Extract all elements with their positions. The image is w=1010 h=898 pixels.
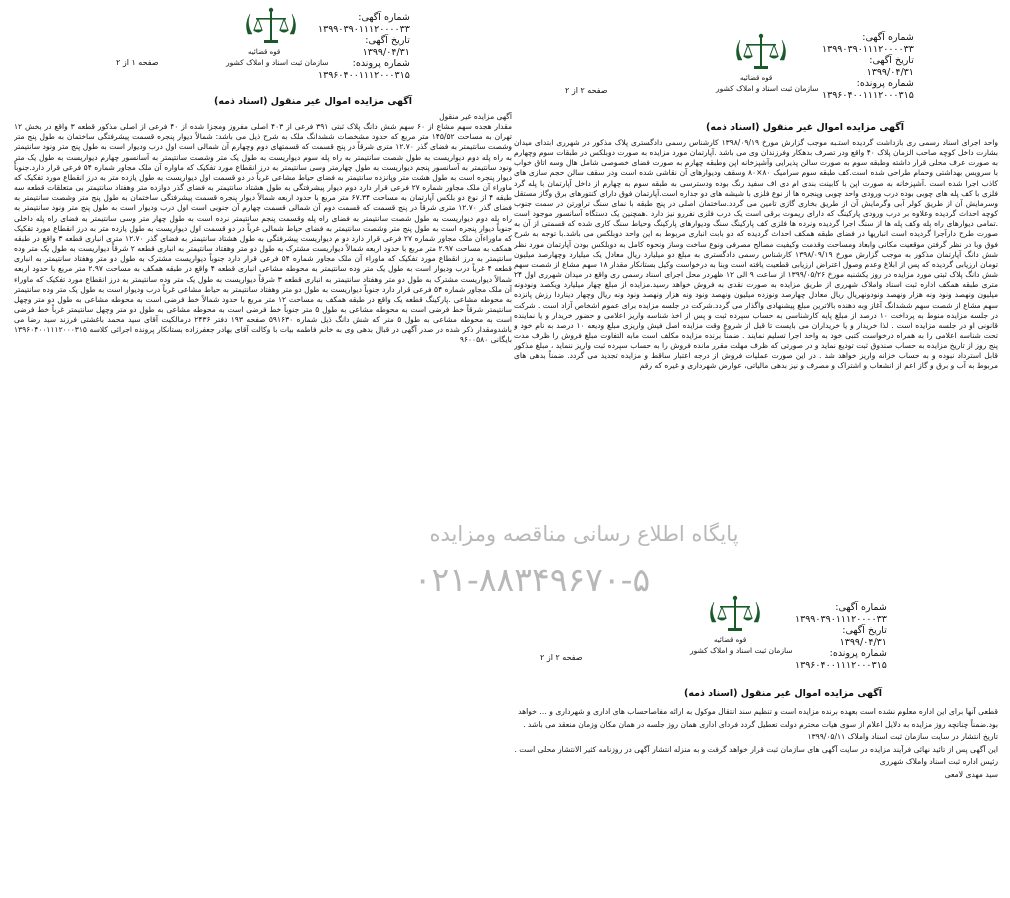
notice-body — [14, 112, 512, 532]
page-number: صفحه ۲ از ۲ — [565, 86, 608, 95]
watermark-phone: ۰۲۱-۸۸۳۴۹۶۷۰-۵ — [413, 560, 651, 599]
file-number: شماره پرونده: ۱۳۹۶۰۴۰۰۱۱۱۲۰۰۰۳۱۵ — [318, 58, 410, 81]
right-top-header-block — [822, 32, 914, 101]
left-header-block — [318, 12, 410, 81]
ad-number: شماره آگهی: ۱۳۹۹۰۳۹۰۱۱۱۲۰۰۰۰۳۳ — [795, 602, 887, 625]
notice-title: آگهی مزایده اموال غیر منقول (اسناد ذمه) — [706, 122, 905, 133]
notice-title: آگهی مزایده اموال غیر منقول (اسناد ذمه) — [684, 688, 883, 699]
ad-number: شماره آگهی: ۱۳۹۹۰۳۹۰۱۱۱۲۰۰۰۰۳۳ — [318, 12, 410, 35]
judiciary-label: قوه قضائیه — [740, 74, 773, 82]
notice-body — [514, 138, 998, 548]
right-bottom-header-block — [795, 602, 887, 671]
body-paragraph: قطعی آنها برای این اداره معلوم نشده است بعهده برنده مزایده است و تنظیم سند انتقال موکول به ارائه مفاصاحساب های اداری و شهرداری و … خواهد بود.ضمناً چنانچه روز مزایده به دلایل اعلام از سوی هیات محترم دولت تعطیل گردد فردای اداری همان روز جلسه در همان مکان وزمان منعقد می باشد . — [518, 707, 998, 729]
judiciary-label: قوه قضائیه — [248, 48, 281, 56]
ad-date: تاریخ آگهی: ۱۳۹۹/۰۴/۳۱ — [362, 35, 410, 58]
org-name: سازمان ثبت اسناد و املاک کشور — [226, 58, 329, 67]
judiciary-label: قوه قضائیه — [714, 636, 747, 644]
page-number: صفحه ۱ از ۲ — [116, 58, 159, 67]
body-paragraph: مقدار هجده سهم مشاع از ۶۰ سهم شش دانگ پلاک ثبتی ۳۹۱ فرعی از ۴۰۳ اصلی مفروز ومجزا شده از ۴۰ فرعی از اصلی مذکور قطعه ۳ واقع در بخش ۱۲ تهران به مساحت ۱۴۵/۵۲ متر مربع که حدود مشخصات ششدانگ ملک به شرح ذیل می باشد: شمالاً دیوار پنجره قسمت پیشرفتگی ساختمان به طول پنج متر وشصت سانتیمتر به فضای گذر ۱۲.۷۰ متری شرقاً در پنج قسمت که قسمتهای دوم وچهارم آن شمالی است اول درب ودیوار است به طول پنج متر ونود سانتیمتر به راه پله دوم دیواریست به طول شصت سانتیمتر به راه پله سوم دیواریست به طول یک متر وشصت سانتیمتر به آسانسور چهارم دیواریست به طول یک متر ونود سانتیمتر به آسانسور پنجم دیواریست به طول چهارمتر وسی سانتیمتر به درز انقطاع مورد تفکیک که ماواره آن ملک مجاور شماره ۵۴ فرعی قرار دارد.جنوباً دیوار پنجره است به طول هشت متر وپانزده سانتیمتر به فضای حیاط مشاعی غرباً در دو قسمت اول دیواریست به طول یازده متر به درز انقطاع مورد تفکیک که ماوراء آن ملک مجاور شماره ۲۷ فرعی قرار دارد دوم دیوار پیشرفتگی به طول هشتاد سانتیمتر به فضای گذر دوازده متر وهفتاد سانتیمتر بی متعلقات قطعه سه طبقه ۴ از نوع دو بلکس آپارتمان به مساحت ۶۷.۳۴ متر مربع با حدود اربعه شمالاً دیوار پنجره قسمت پیشرفتگی ساختمان به طول پنج متر وشصت سانتیمتر به فضای گذر ۱۲.۷۰ متری شرقاً در پنج قسمت که قسمت دوم آن شمالی قسمت چهارم آن جنوبی است اول درب ودیوار است به طول پنج متر ونود سانتیمتر به راه پله دوم دیواریست به طول شصت سانتیمتر به فضای راه پله وقسمت پنجم سانتیمتر نرده است به طول چهار متر وسی سانتیمتر به فضای راه پله داخلی جنوباً دیوار پنجره است به طول پنج متر وشصت سانتیمتر به فضای حیاط شمالی غرباً در دو قسمت اول دیواریست به طول یازده متر به درز انقطاع مورد تفکیک که ماوراءآن ملک مجاور شماره ۲۷ فرعی قرار دارد دو م دیواریست پیشرفتگی به طول هشتاد سانتیمتر به فضای گذر ۱۲.۷۰ متری انباری قطعه ۳ واقع در طبقه همکف به مساحت ۲.۹۷ متر مربع با حدود اربعه شمالاً دیواریست مشترک به طول دو متر وهفتاد سانتیمتر به انباری قطعه ۲ شرقاً دیواریست به طول یک متر وده سانتیمتر به درز انقطاع مورد تفکیک که ماوراء آن ملک مجاور شماره ۵۴ فرعی قرار دارد جنوباً دیواریست مشترک به طول دو متر وهفتاد سانتیمتر به انباری قطعه ۴ غرباً درب ودیوار است به طول یک متر وده سانتیمتر به محوطه مشاعی انباری قطعه ۴ واقع در طبقه همکف به مساحت ۲.۹۷ متر مربع با حدود اربعه شمالاً دیواریست مشترک به طول دو متر وهفتاد سانتیمتر به انباری قطعه ۳ شرقاً دیواریست به طول یک متر وده سانتیمتر به درز انقطاع مورد تفکیک که ماوراء آن ملک مجاور شماره ۵۴ فرعی قرار دارد جنوباً دیواریست به طول دو متر وهفتاد سانتیمتر به حیاط مشاعی غرباً درب ودیوار است به طول یک متر وده سانتیمتر به محوطه مشاعی .پارکینگ قطعه یک واقع در طبقه همکف به مساحت ۱۲ متر مربع با حدود شمالاً خط فرضی است به محوطه مشاعی به طول دو متر وچهل سانتیمتر شرقاً خط فرضی است به محوطه مشاعی به طول ۵ متر جنوباً خط فرضی است به محوطه مشاعی به طول دو متر وچهل سانتیمتر غرباً خط فرضی است به محوطه مشاعی به طول ۵ متر که شش دانگ ذیل شماره ۵۹۱۶۳۰ صفحه ۱۹۳ دفتر ۲۴۳۶ درمالکیت آقای سید محمد باغشتی فرزند سید رضا می باشدومقدار ذکر شده در صدر آگهی در قبال بدهی وی به خانم فاطمه بیات با وکالت آقای بهادر جعفرزاده بستانکار پرونده اجرائی کلاسه ۱۳۹۶۰۴۰۰۱۱۱۲۰۰۰۳۱۵ بایگانی ۹۶۰۰۵۸۰ — [14, 122, 512, 345]
file-number: شماره پرونده: ۱۳۹۶۰۴۰۰۱۱۱۲۰۰۰۳۱۵ — [795, 648, 887, 671]
signatory-name: سید مهدی لامعی — [944, 769, 998, 779]
scales-of-justice-icon — [240, 4, 302, 52]
file-number: شماره پرونده: ۱۳۹۶۰۴۰۰۱۱۱۲۰۰۰۳۱۵ — [822, 78, 914, 101]
watermark-site-name: پایگاه اطلاع رسانی مناقصه ومزایده — [429, 522, 739, 546]
notice-title: آگهی مزایده اموال غیر منقول (اسناد ذمه) — [214, 96, 413, 107]
org-name: سازمان ثبت اسناد و املاک کشور — [716, 84, 819, 93]
body-heading: آگهی مزایده غیر منقول — [439, 112, 512, 121]
signatory-title: رئیس اداره ثبت اسناد واملاک شهرری — [879, 757, 998, 766]
scales-of-justice-icon — [730, 30, 792, 78]
publish-date-line: تاریخ انتشار در سایت سازمان ثبت اسناد واملاک ۱۳۹۹/۰۵/۱۱ — [807, 732, 998, 741]
notice-body — [496, 706, 998, 896]
org-name: سازمان ثبت اسناد و املاک کشور — [690, 646, 793, 655]
ad-date: تاریخ آگهی: ۱۳۹۹/۰۴/۳۱ — [866, 55, 914, 78]
ad-number: شماره آگهی: ۱۳۹۹۰۳۹۰۱۱۱۲۰۰۰۰۳۳ — [822, 32, 914, 55]
page-number: صفحه ۲ از ۲ — [540, 653, 583, 662]
ad-date: تاریخ آگهی: ۱۳۹۹/۰۴/۳۱ — [839, 625, 887, 648]
body-paragraph: واحد اجرای اسناد رسمی ری بازداشت گردیده استـبه موجب گزارش مورخ ۱۳۹۸/۰۹/۱۹ کارشناس رسمی دادگستری پلاک مذکور در شهرری ابتدای میدان بشارت داخل کوچه صاحب الزمان پلاک ۴۰ واقع ودر تصرف بدهکار وفرزندان وی می باشد .آپارتمان مورد مزایده به صورت دوبلکس در طبقات سوم وچهارم به صورت عرف محلی قرار داشته وطبقه سوم به صورت سالن پذیرایی وآشپزخانه اپن وطبقه چهارم به صورت فضای خصوصی شامل هال وسه اتاق خواب با سرویس بهداشتی وحمام طراحی شده است.کف طبقه سوم سرامیک ۸۰×۸۰ وسقف ودیوارهای آن نقاشی شده است ودر سقف سالن حجم سازی های کاذب اجرا شده است .آشپزخانه به صورت اپن با کابینت بندی ام دی اف سفید رنگ بوده ودسترسی به طبقه سوم به چهارم از داخل آپارتمان با پله گرد فلزی با کف پله های چوبی بوده درب ورودی واحد چوبی وپنجره ها از نوع فلزی با شیشه های دو جداره است.آپارتمان فوق دارای کنتورهای برق وگاز مستقل وسرمایش آن از طریق کولر آبی وگرمایش آن از طریق بخاری گازی تامین می گردد.ساختمان اصلی در پنج طبقه با نمای سنگ تراورتن در سمت جنوب کوچه احداث گردیده وعلاوه بر درب ورودی پارکینگ که دارای ریموت برقی است یک درب فلزی نفررو نیز دارد .همچنین یک دستگاه آسانسور موجود است .تمامی دیوارهای راه پله وکف پله ها از سنگ اجرا گردیده ونرده ها فلزی کف پارکینگ سنگ ودیوارهای پارکینگ وحیاط سنگ کاری شده که قسمتی از آن به صورت طرح دارآجرا گردیده است انباریها در فضای طبقه همکف احداث گردیده که دو بابت انباری مربوط به این واحد دوبلکس می باشد.با توجه به شرح فوق وبا در نظر گرفتن موقعیت مکانی وابعاد ومساحت وقدمت وکیفیت مصالح مصرفی ونوع ساخت وساز ونحوه کامل به دوبلکس بودن آپارتمان مورد نظر شش دانگ آپارتمان مذکور به موجب گزارش مورخ ۱۳۹۸/۰۹/۱۹ کارشناس رسمی دادگستری به مبلغ دو میلیارد ریال معادل یک میلیارد وچهارصد میلیون تومان ارزیابی گردیده که پس از ابلاغ وعدم وصول اعتراض ارزیابی قطعیت یافته است وبنا به درخواست وکیل بستانکار مقدار ۱۸ سهم مشاع از شصت سهم شش دانگ پلاک ثبتی مورد مزایده در روز یکشنبه مورخ ۱۳۹۹/۰۵/۲۶ از ساعت ۹ الی ۱۲ ظهردر محل اجرای اسناد رسمی ری واقع در میدان شهرری اول ۲۴ متری طبقه همکف اداره ثبت اسناد واملاک شهرری از طریق مزایده به صورت نقدی به فروش خواهد رسید.مزایده از مبلغ چهار میلیارد ویکصد ونودونه میلیون ونهصد ونود ونه هزار ونهصد ونودونهریال ریال معادل چهارصد ونوزده میلیون ونهصد ونود ونه هزار ونهصد ونود ونه ریال وچهار دیناردا رزش پانزده سهم مشاع از شصت سهم ششدانگ آغاز وبه دهنده بالاترین مبلغ پیشنهادی واگذار می گردد.شرکت در جلسه مزایده برای عموم اشخاص آزاد است . شرکت در جلسه مزایده منوط به پرداخت ۱۰ درصد از مبلغ پایه کارشناسی به حساب سپرده ثبت و پس از اخذ شناسه واریز اعلامی و حضور خریدار و یا نماینده قانونی او در جلسه مزایده است . لذا خریدار و یا خریداران می بایست تا قبل از شروع وقت مزایده اصل فیش واریزی مبلغ ودیعه ۱۰ درصد به نام خود و تحت شناسه اعلامی را به همراه درخواست کتبی خود به واحد اجرا تسلیم نمایند . ضمناً برنده مزایده مکلف است مابه التفاوت مبلغ فروش را ظرف مدت پنج روز از تاریخ مزایده به حساب صندوق ثبت تودیع نماید و در صورتی که ظرف مهلت مقرر مانده فروش را به حساب سپرده ثبت واریز ننماید ، مبلغ مذکور قابل استرداد نبوده و به حساب خزانه واریز خواهد شد . در این صورت عملیات فروش از درجه اعتبار ساقط و مزایده تجدید می گردد. ضمناً بدهی های مربوط به آب و برق و گاز اعم از انشعاب و اشتراک و مصرف و نیز بدهی مالیاتی، عوارض شهرداری و غیره که رقم — [514, 138, 998, 371]
publication-note: این آگهی پس از تائید نهائی فرآیند مزایده در سایت آگهی های سازمان ثبت قرار خواهد گرفت و به منزله انتشار آگهی در روزنامه کثیر الانتشار محلی است . — [514, 744, 998, 754]
scales-of-justice-icon — [704, 592, 766, 640]
